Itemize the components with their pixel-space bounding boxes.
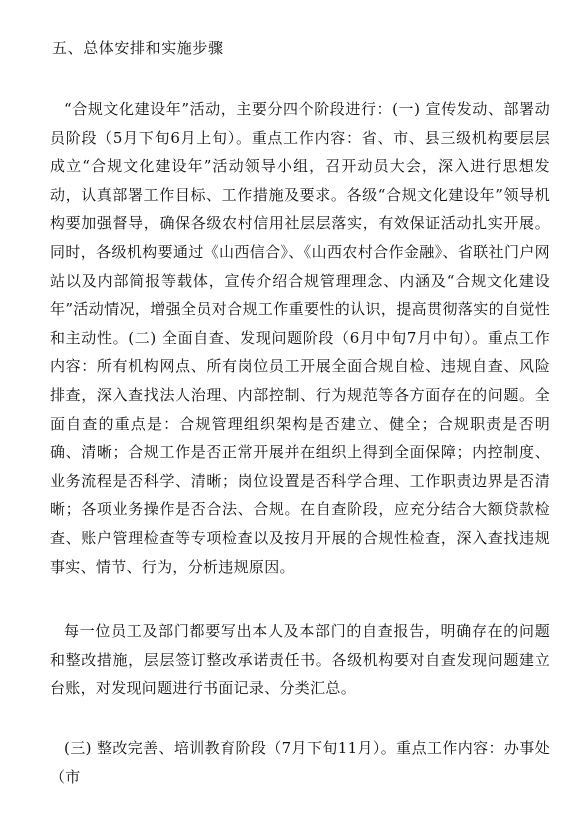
paragraph-rectification-stage: (三) 整改完善、培训教育阶段（7月下旬11月）。重点工作内容：办事处（市 [50, 739, 550, 786]
section-heading: 五、总体安排和实施步骤 [52, 39, 224, 57]
paragraph-implementation-stages: “合规文化建设年”活动，主要分四个阶段进行：(一) 宣传发动、部署动员阶段（5月下旬6月上旬）。重点工作内容：省、市、县三级机构要层层成立“合规文化建设年”活动领导小组，召开动员大会，深入进行思想发动，认真部署工作目标、工作措施及要求。各级“合规文化建设年”领导机构要加强督导，确保各级农村信用社层层落实，有效保证活动扎实开展。同时，各级机构要通过《山西信合》、《山西农村合作金融》、省联社门户网站以及内部简报等载体，宣传介绍合规管理理念、内涵及“合规文化建设年”活动情况，增强全员对合规工作重要性的认识，提高贯彻落实的自觉性和主动性。(二) 全面自查、发现问题阶段（6月中旬7月中旬）。重点工作内容：所有机构网点、所有岗位员工开展全面合规自检、违规自查、风险排查，深入查找法人治理、内部控制、行为规范等各方面存在的问题。全面自查的重点是：合规管理组织架构是否建立、健全；合规职责是否明确、清晰；合规工作是否正常开展并在组织上得到全面保障；内控制度、业务流程是否科学、清晰；岗位设置是否科学合理、工作职责边界是否清晰；各项业务操作是否合法、合规。在自查阶段，应充分结合大额贷款检查、账户管理检查等专项检查以及按月开展的合规性检查，深入查找违规事实、情节、行为，分析违规原因。 [50, 100, 550, 576]
paragraph-self-inspection-report: 每一位员工及部门都要写出本人及本部门的自查报告，明确存在的问题和整改措施，层层签订整改承诺责任书。各级机构要对自查发现问题建立台账，对发现问题进行书面记录、分类汇总。 [50, 622, 550, 698]
